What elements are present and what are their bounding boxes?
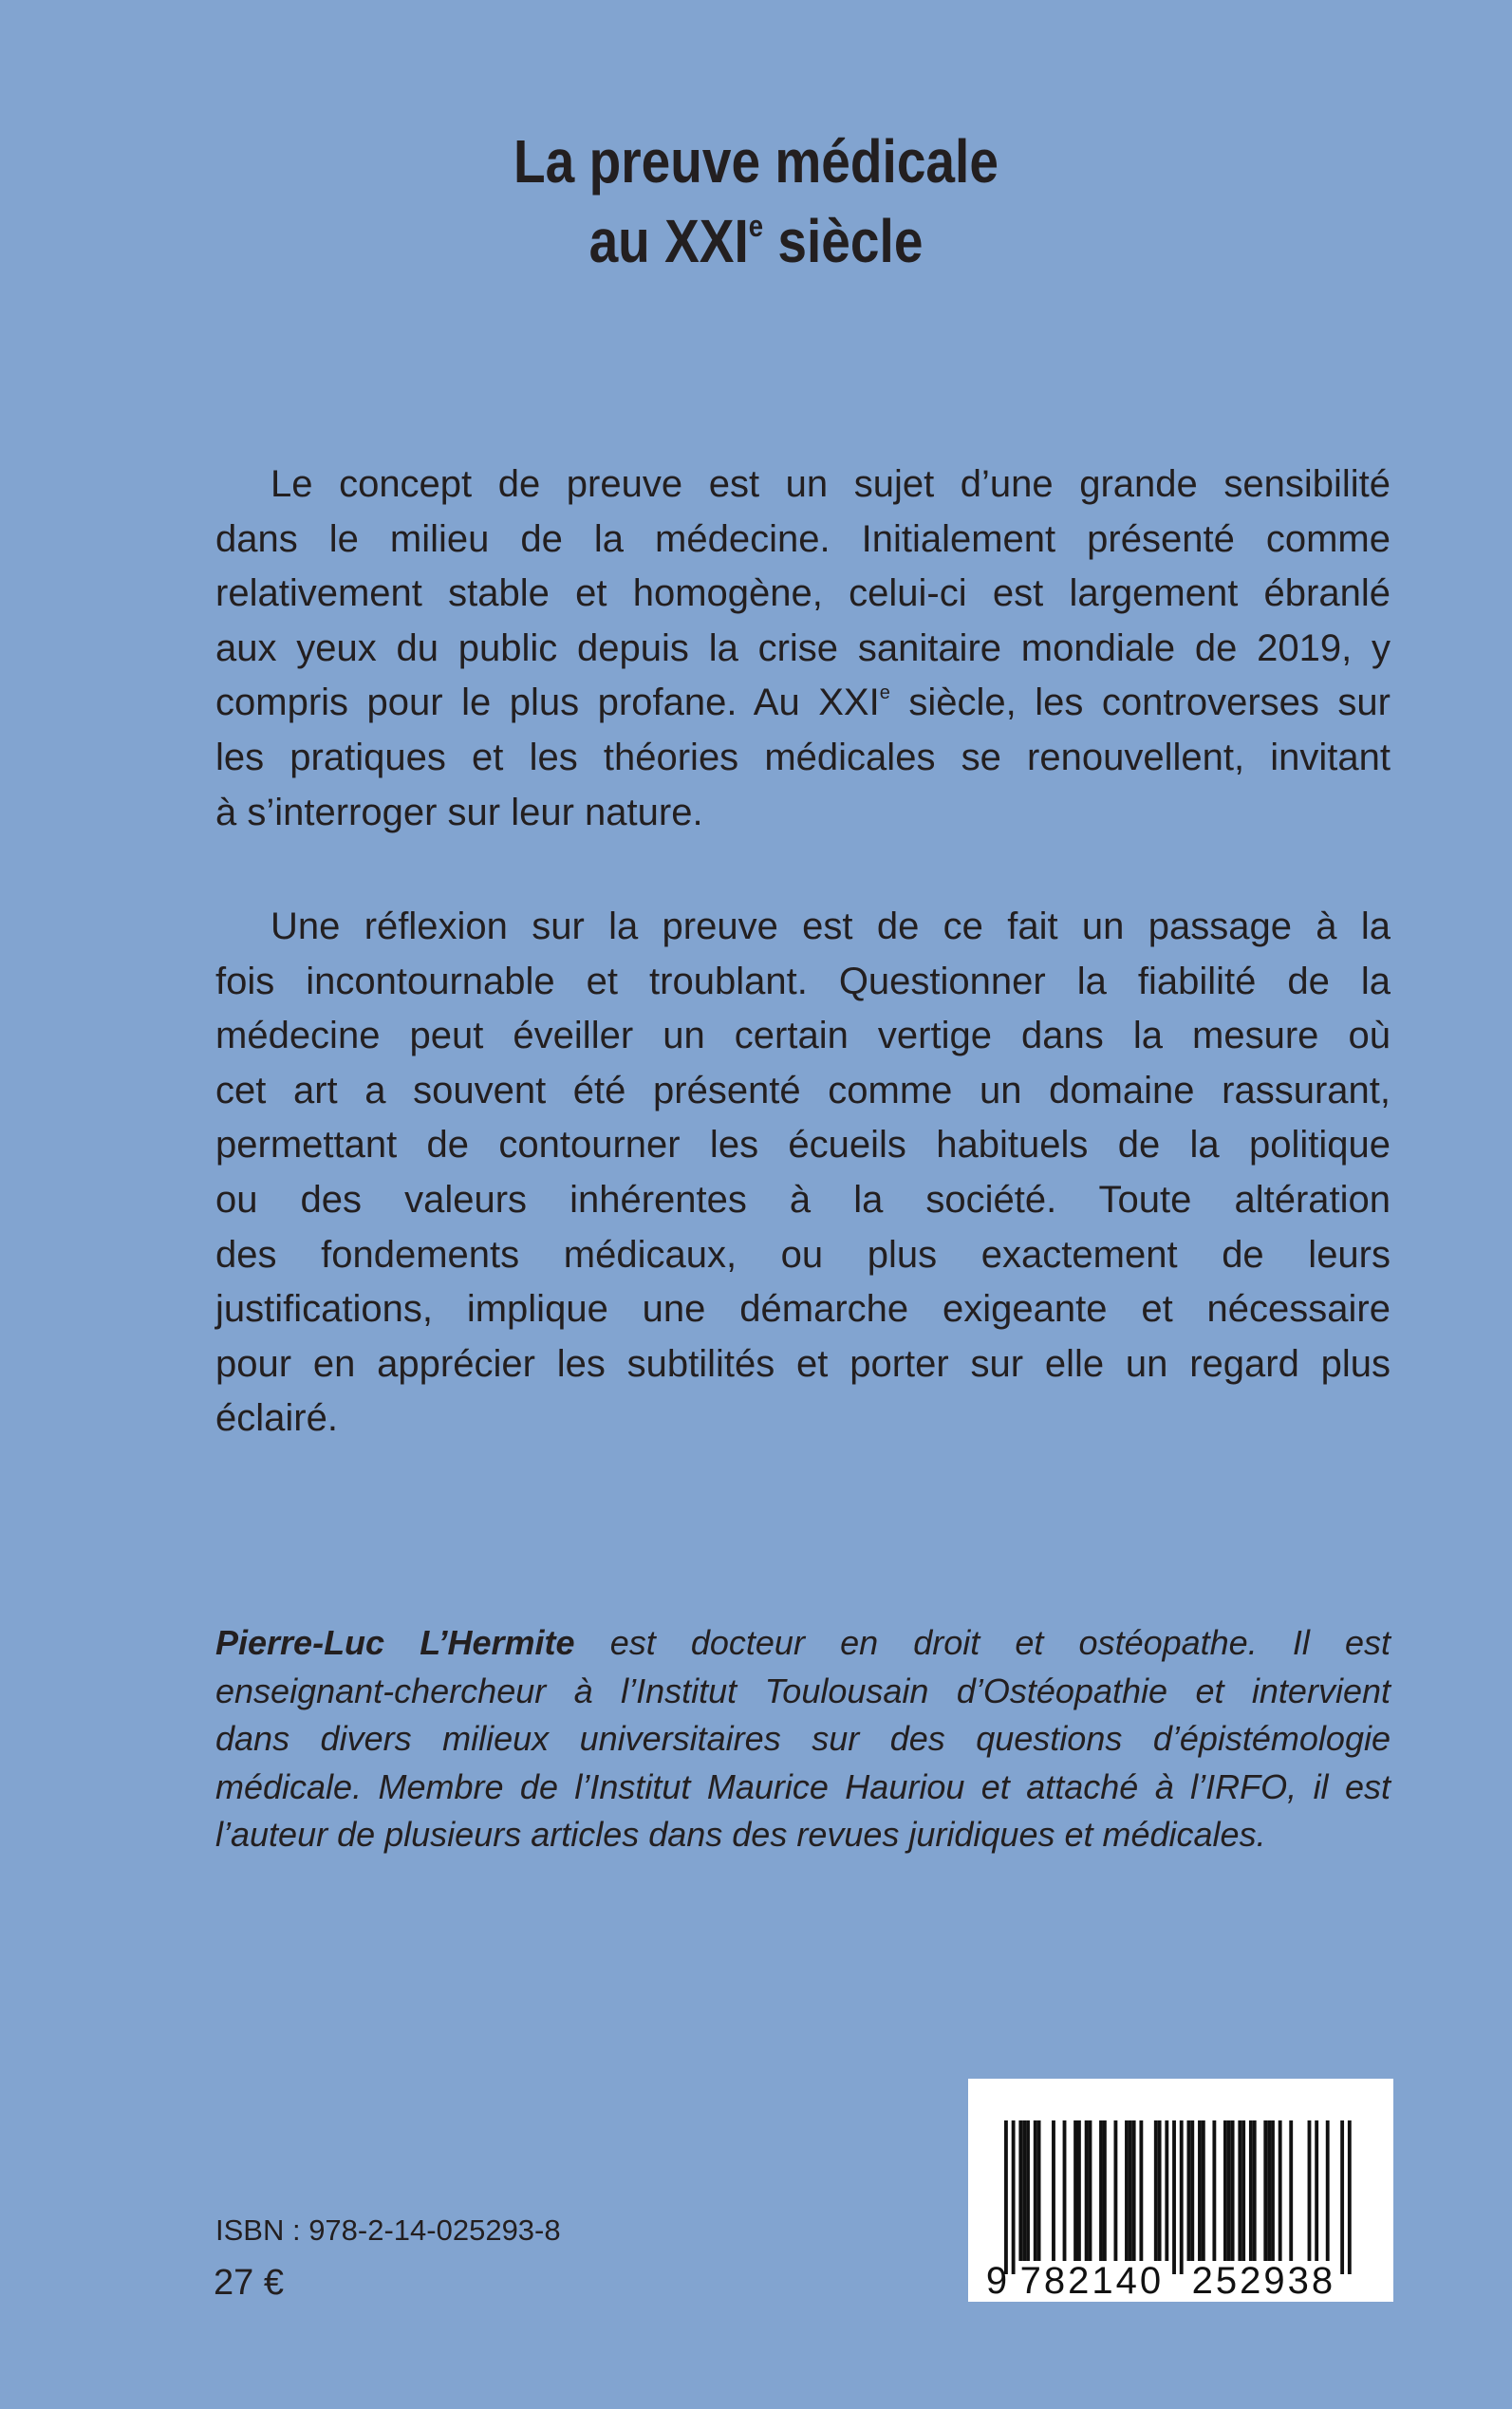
text-line: ou des valeurs inhérentes à la société. Toute altération <box>215 1178 1391 1221</box>
barcode-bar <box>1190 2120 1194 2261</box>
barcode-bar <box>1026 2120 1030 2261</box>
barcode-bar <box>1114 2120 1118 2261</box>
text-line: médecine peut éveiller un certain vertige dans la mesure où <box>215 1015 1391 1057</box>
barcode-bar <box>1085 2120 1089 2261</box>
barcode-bar <box>1103 2120 1107 2261</box>
title-superscript: e <box>748 208 764 243</box>
author-bio <box>215 1619 1391 1859</box>
barcode-bar <box>1223 2120 1227 2261</box>
barcode-bar <box>1034 2120 1037 2261</box>
book-title <box>0 121 1512 281</box>
title-text: siècle <box>763 207 924 275</box>
text-line: enseignant-chercheur à l’Institut Toulousain d’Ostéopathie et intervient <box>215 1671 1391 1710</box>
barcode-bar <box>1187 2120 1191 2261</box>
barcode-bar <box>1253 2120 1257 2261</box>
barcode-bar <box>1158 2120 1162 2261</box>
text-line: Le concept de preuve est un sujet d’une grande sensibilité <box>271 463 1391 505</box>
text-line: fois incontournable et troublant. Questionner la fiabilité de la <box>215 960 1391 1002</box>
barcode-bar <box>1099 2120 1103 2261</box>
barcode-bar <box>1129 2120 1132 2261</box>
barcode-bar <box>1202 2120 1205 2261</box>
barcode-bar <box>1308 2120 1312 2261</box>
text-line: dans divers milieux universitaires sur des questions d’épistémologie <box>215 1719 1391 1758</box>
title-text: au XXI <box>588 207 749 275</box>
barcode-bar <box>1132 2120 1136 2261</box>
text-line: aux yeux du public depuis la crise sanitaire mondiale de 2019, y <box>215 626 1391 669</box>
text: compris pour le plus profane. Au XXI <box>215 682 880 724</box>
barcode-bar <box>1073 2120 1077 2261</box>
barcode-bar <box>1315 2120 1318 2261</box>
text-line: médicale. Membre de l’Institut Maurice Hauriou et attaché à l’IRFO, il est <box>215 1766 1391 1806</box>
barcode-bar <box>1052 2120 1055 2261</box>
barcode-bar <box>1139 2120 1143 2261</box>
barcode-bar <box>1165 2120 1168 2261</box>
barcode-digits: 782140 <box>1019 2260 1165 2302</box>
barcode-bar <box>1077 2120 1081 2261</box>
barcode-bar <box>1125 2120 1129 2261</box>
barcode-digits: 252938 <box>1191 2260 1336 2302</box>
barcode-bar <box>1089 2120 1092 2261</box>
text: siècle, les controverses sur <box>889 682 1391 724</box>
text-line: pour en apprécier les subtilités et porter sur elle un regard plus <box>215 1342 1391 1385</box>
barcode-bar <box>1004 2120 1008 2274</box>
barcode-bar <box>1063 2120 1067 2261</box>
text-line: justifications, implique une démarche exigeante et nécessaire <box>215 1288 1391 1331</box>
text-line: permettant de contourner les écueils habituels de la politique <box>215 1124 1391 1167</box>
text-line: à s’interroger sur leur nature. <box>215 791 703 833</box>
title-line-2 <box>106 201 1407 281</box>
barcode-bar <box>1348 2120 1352 2274</box>
barcode-bar <box>1238 2120 1241 2261</box>
barcode-digits: 9 <box>985 2260 1008 2302</box>
text-line: les pratiques et les théories médicales se renouvellent, invitant <box>215 736 1391 778</box>
text-line: cet art a souvent été présenté comme un domaine rassurant, <box>215 1069 1391 1111</box>
barcode-bars <box>968 2079 1393 2302</box>
text-line <box>215 1619 1391 1668</box>
barcode-bar <box>1289 2120 1293 2261</box>
barcode-bar <box>1180 2120 1184 2274</box>
text-line: Une réflexion sur la preuve est de ce fait un passage à la <box>271 906 1391 947</box>
barcode-bar <box>1267 2120 1271 2261</box>
text-line: éclairé. <box>215 1397 338 1440</box>
barcode-bar <box>1037 2120 1041 2261</box>
text-line: des fondements médicaux, ou plus exactement de leurs <box>215 1233 1391 1276</box>
barcode-bar <box>1340 2120 1344 2274</box>
text-line: relativement stable et homogène, celui-ci est largement ébranlé <box>215 572 1391 615</box>
text-line: dans le milieu de la médecine. Initialement présenté comme <box>215 517 1391 560</box>
barcode-bar <box>1154 2120 1158 2261</box>
author-name: Pierre-Luc L’Hermite <box>215 1623 575 1662</box>
barcode-bar <box>1198 2120 1202 2261</box>
barcode-bar <box>1326 2120 1330 2261</box>
summary-paragraph-1 <box>215 458 1391 840</box>
barcode-bar <box>1012 2120 1016 2274</box>
price: 27 € <box>214 2263 284 2303</box>
barcode-bar <box>1241 2120 1245 2261</box>
barcode-bar <box>1271 2120 1275 2261</box>
text: est docteur en droit et ostéopathe. Il est <box>574 1623 1391 1662</box>
text-line: l’auteur de plusieurs articles dans des revues juridiques et médicales. <box>215 1815 1266 1854</box>
barcode-bar <box>1022 2120 1026 2261</box>
barcode-bar <box>1227 2120 1231 2261</box>
barcode-bar <box>1018 2120 1022 2261</box>
superscript: e <box>879 682 890 704</box>
barcode-bar <box>1231 2120 1235 2261</box>
title-line-1: La preuve médicale <box>513 127 999 196</box>
barcode <box>968 2079 1393 2302</box>
isbn: ISBN : 978-2-14-025293-8 <box>215 2213 561 2247</box>
barcode-bar <box>1172 2120 1176 2274</box>
text-line <box>215 676 1391 731</box>
barcode-bar <box>1263 2120 1267 2261</box>
summary-paragraph-2 <box>215 900 1391 1447</box>
barcode-bar <box>1212 2120 1216 2261</box>
barcode-bar <box>1279 2120 1282 2261</box>
barcode-bar <box>1249 2120 1253 2261</box>
